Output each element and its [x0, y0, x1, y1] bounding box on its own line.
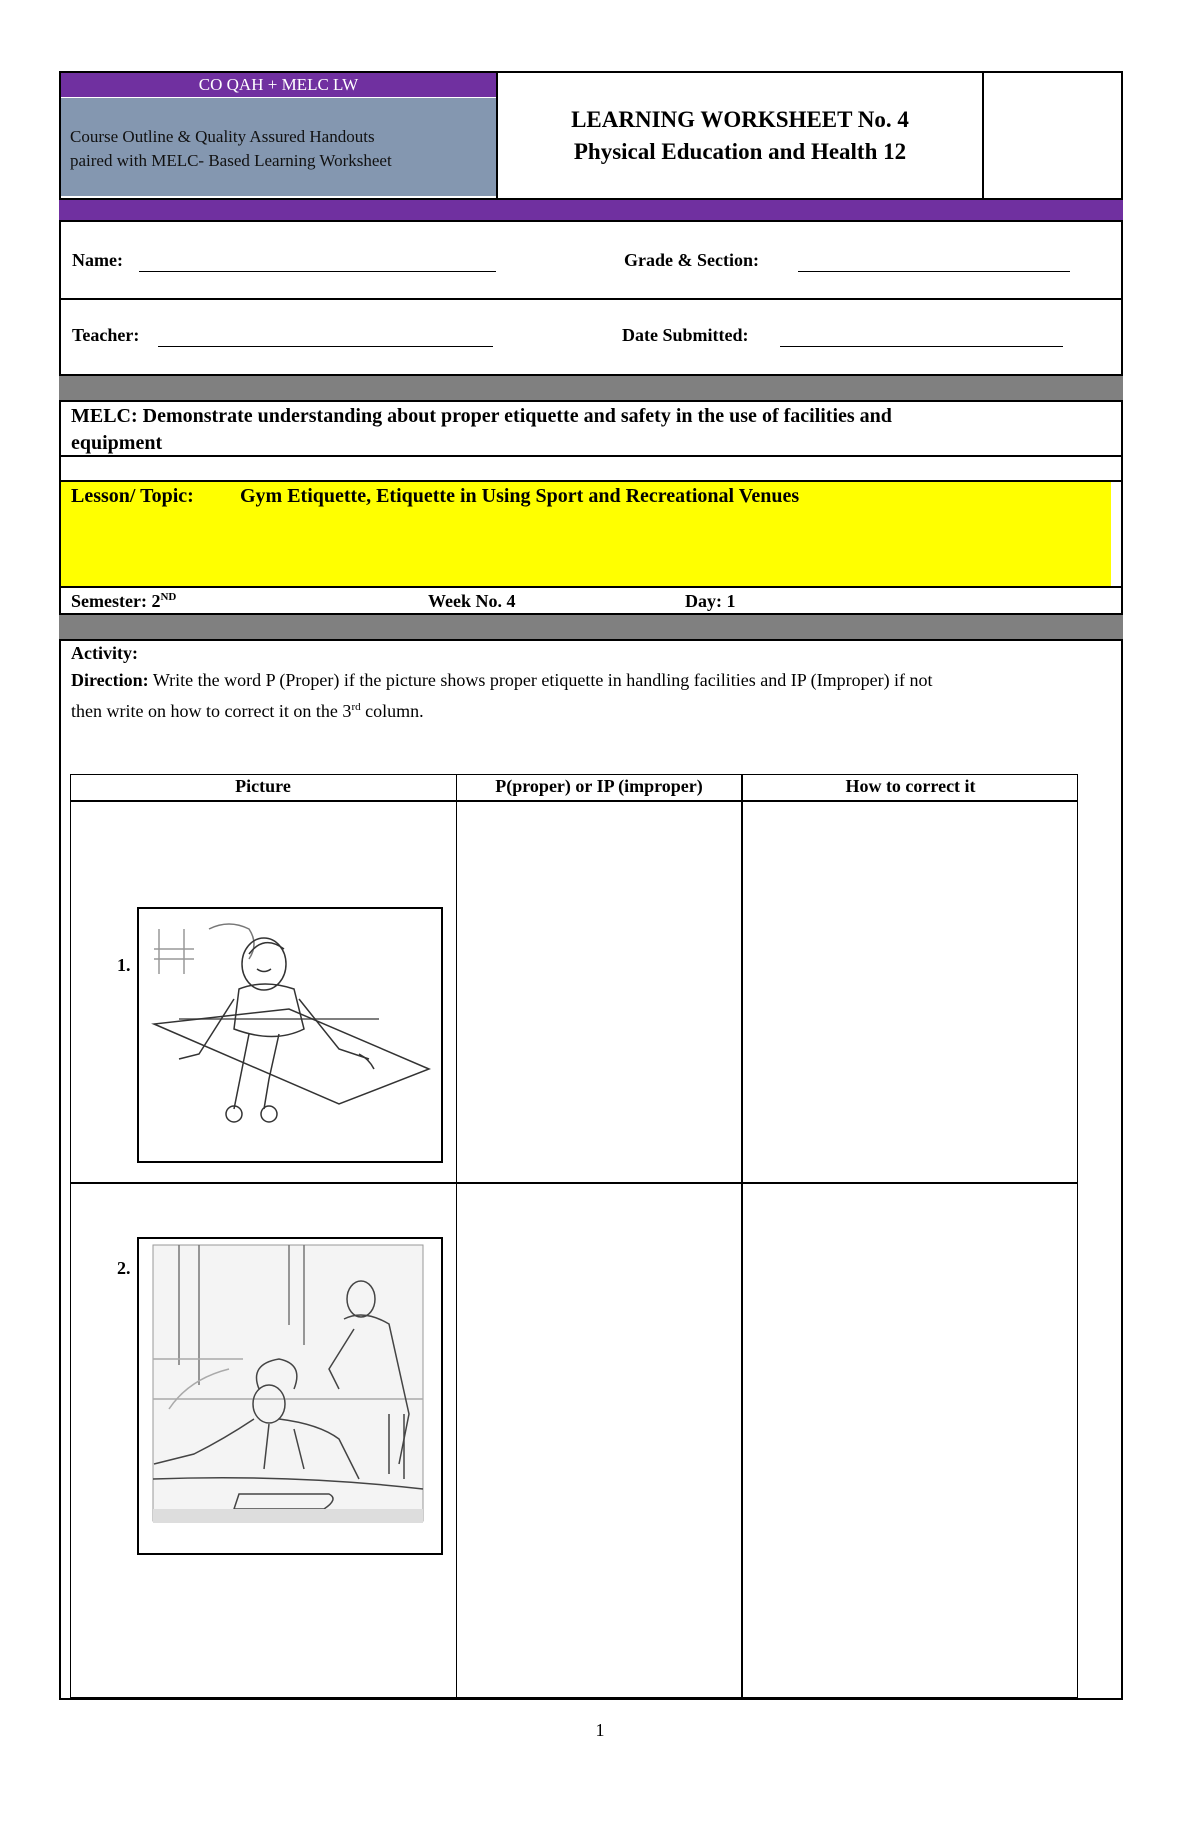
- direction-line2b: column.: [360, 701, 424, 721]
- melc-divider-1: [59, 455, 1123, 457]
- header-badge: CO QAH + MELC LW: [61, 73, 496, 97]
- table-row-rule: [70, 1182, 1078, 1184]
- teacher-field[interactable]: [158, 346, 493, 347]
- purple-band: [59, 198, 1123, 222]
- activity-direction: [71, 667, 1121, 725]
- worksheet-title: [498, 104, 982, 168]
- lesson-divider: [59, 586, 1123, 588]
- week-number: Week No. 4: [428, 591, 516, 611]
- table-header-correction: How to correct it: [845, 776, 976, 796]
- teacher-label: Teacher:: [72, 325, 140, 345]
- direction-label: Direction:: [71, 670, 149, 690]
- title-line2: Physical Education and Health 12: [573, 139, 907, 164]
- grade-section-label: Grade & Section:: [624, 250, 759, 270]
- name-field[interactable]: [139, 271, 496, 272]
- table-header-proper: P(proper) or IP (improper): [495, 776, 703, 796]
- row-number-1: 1.: [117, 955, 131, 975]
- date-submitted-field[interactable]: [780, 346, 1063, 347]
- header-divider-2: [982, 71, 984, 198]
- picture-2: [137, 1237, 443, 1555]
- lesson-topic: Gym Etiquette, Etiquette in Using Sport and Recreational Venues: [240, 485, 800, 507]
- semester-label: Semester: 2: [71, 591, 161, 611]
- grade-section-field[interactable]: [798, 271, 1070, 272]
- table-header-picture: Picture: [235, 776, 291, 796]
- direction-line2a: then write on how to correct it on the 3: [71, 701, 352, 721]
- table-header-rule: [70, 800, 1078, 802]
- stretching-sketch-icon: [139, 909, 441, 1161]
- picture-1: [137, 907, 443, 1163]
- name-label: Name:: [72, 250, 123, 270]
- page-number: 1: [595, 1720, 605, 1740]
- semester-sup: ND: [160, 591, 177, 603]
- direction-sup: rd: [351, 701, 361, 713]
- date-submitted-label: Date Submitted:: [622, 325, 749, 345]
- activity-title: Activity:: [71, 643, 138, 663]
- table-col-rule-1: [456, 774, 457, 1698]
- direction-line1: Write the word P (Proper) if the picture shows proper etiquette in handling facilities and IP (Improper) if not: [148, 670, 933, 690]
- melc-line2: equipment: [71, 432, 163, 454]
- melc-line1: MELC: Demonstrate understanding about proper etiquette and safety in the use of facilities and: [71, 405, 892, 427]
- gray-band-1: [59, 374, 1123, 402]
- semester: [71, 591, 176, 612]
- header-subtitle-line1: Course Outline & Quality Assured Handouts: [70, 127, 375, 146]
- gray-band-2: [59, 613, 1123, 641]
- day-number: Day: 1: [685, 591, 736, 611]
- pushup-sketch-icon: [139, 1239, 441, 1553]
- header-subtitle-box: [61, 98, 496, 196]
- header-subtitle-line2: paired with MELC- Based Learning Worksheet: [70, 151, 392, 170]
- title-line1: LEARNING WORKSHEET No. 4: [571, 107, 909, 132]
- row-number-2: 2.: [117, 1258, 131, 1278]
- row-divider: [59, 298, 1123, 300]
- table-col-rule-2: [741, 774, 743, 1698]
- lesson-label: Lesson/ Topic:: [71, 485, 194, 507]
- melc-statement: [71, 403, 1116, 457]
